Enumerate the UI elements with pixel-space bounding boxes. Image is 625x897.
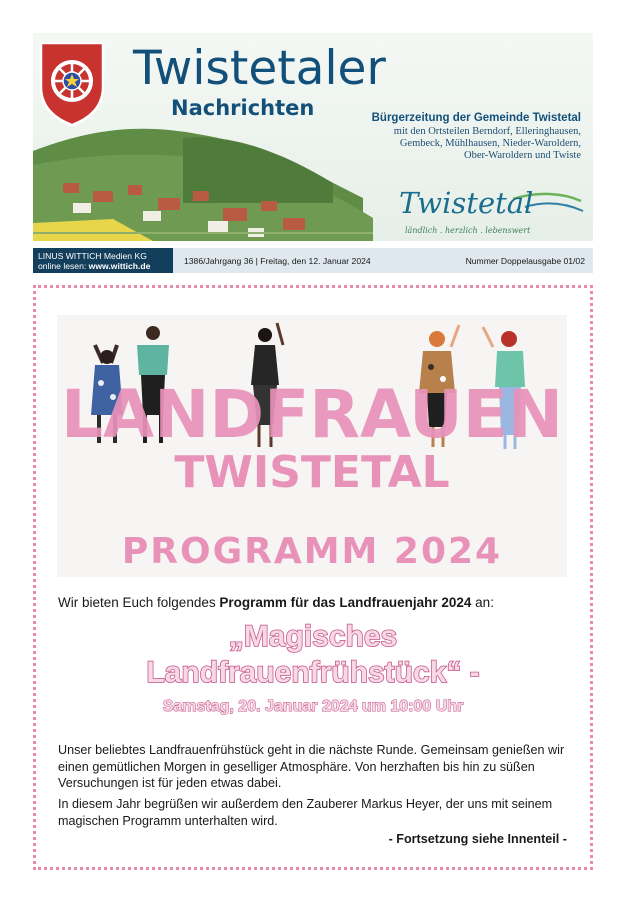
intro-bold: Programm für das Landfrauenjahr 2024 [219, 595, 472, 610]
tagline-line: mit den Ortsteilen Berndorf, Elleringhausen, [393, 126, 581, 137]
masthead-tagline [372, 112, 581, 162]
newspaper-subtitle: Nachrichten [171, 96, 315, 120]
tagline-line: Gembeck, Mühlhausen, Nieder-Waroldern, [399, 138, 581, 149]
twistetal-slogan: ländlich . herzlich . lebenswert [405, 226, 531, 235]
banner-title-twistetal: TWISTETAL [174, 447, 450, 498]
coat-of-arms-icon [33, 35, 111, 127]
issue-number: Nummer Doppelausgabe 01/02 [465, 256, 585, 266]
publisher-box [33, 248, 173, 273]
tagline-line: Ober-Waroldern und Twiste [464, 150, 581, 161]
newspaper-title: Twistetaler [133, 41, 386, 96]
intro-suffix: an: [471, 595, 494, 610]
article-paragraph-1: Unser beliebtes Landfrauenfrühstück geht in die nächste Runde. Gemeinsam genießen wir einen gemütlichen Morgen in geselliger Atmosphäre. Von herzhaften bis hin zu süßen Versuchungen ist für jeden etwas dabei. [58, 743, 565, 790]
banner-title-landfrauen: LANDFRAUEN [60, 376, 564, 453]
twistetal-logo: Twistetal [399, 186, 534, 220]
online-link[interactable]: www.wittich.de [88, 261, 151, 271]
continuation-note: - Fortsetzung siehe Innenteil - [388, 832, 567, 846]
issue-info-bar [33, 248, 593, 273]
event-headline-line-2: Landfrauenfrühstück“ - [146, 656, 480, 689]
event-headline-line-1: „Magisches [228, 620, 398, 653]
banner-artwork [57, 315, 567, 577]
publisher-name: LINUS WITTICH Medien KG [38, 251, 147, 261]
article-paragraph-2: In diesem Jahr begrüßen wir außerdem den Zauberer Markus Heyer, der uns mit seinem magischen Programm unterhalten wird. [58, 797, 553, 828]
online-prefix: online lesen: [38, 261, 89, 271]
issue-date: 1386/Jahrgang 36 | Freitag, den 12. Januar 2024 [184, 256, 371, 266]
banner-title-programm: PROGRAMM 2024 [121, 531, 503, 572]
masthead [33, 33, 593, 241]
intro-prefix: Wir bieten Euch folgendes [58, 595, 220, 610]
event-date: Samstag, 20. Januar 2024 um 10:00 Uhr [162, 698, 464, 715]
tagline-heading: Bürgerzeitung der Gemeinde Twistetal [371, 112, 581, 124]
intro-text [58, 595, 494, 610]
landfrauen-banner [57, 315, 567, 577]
